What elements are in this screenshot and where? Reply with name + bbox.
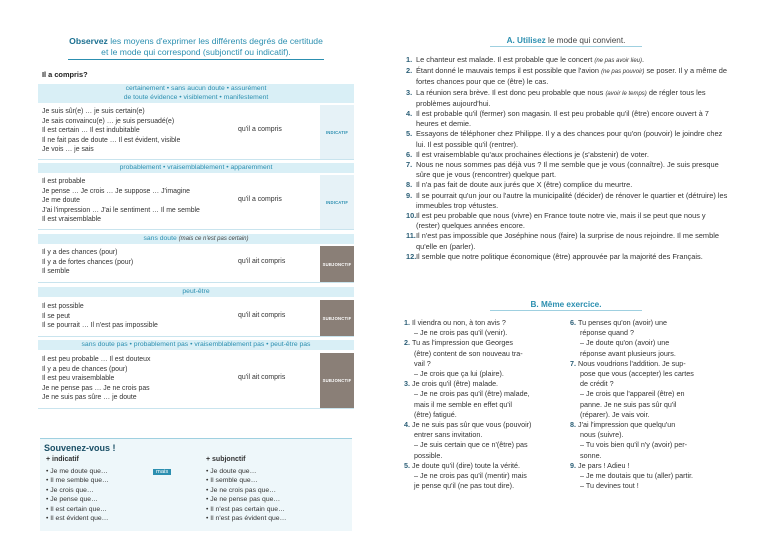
block-2 <box>38 175 354 230</box>
item-text-main: La réunion sera brève. Il est donc peu probable que nous <box>416 87 604 97</box>
item-text: – Je ne crois pas qu'il (mentir) mais <box>414 471 527 481</box>
block-3-header-text: sans doute <box>143 235 177 242</box>
subjonctif-heading: + subjonctif <box>206 456 246 463</box>
mode-tag-subjonctif: SUBJONCTIF <box>320 353 354 408</box>
list-item <box>570 481 732 491</box>
section-b-rule <box>490 310 642 311</box>
list-item <box>570 318 732 328</box>
list-item: • Je pense que… <box>46 496 98 504</box>
list-item <box>570 451 732 461</box>
item-text: – Tu devines tout ! <box>580 481 639 491</box>
title-line-2: et le mode qui correspond (subjonctif ou indicatif). <box>101 47 291 57</box>
list-item: Je pense … Je crois … Je suppose … J'imagine <box>42 187 191 195</box>
block-5-header: sans doute pas • probablement pas • vraisemblablement pas • peut-être pas <box>38 340 354 350</box>
list-item <box>406 66 730 87</box>
mode-tag-indicatif: INDICATIF <box>320 105 354 159</box>
list-item <box>570 430 732 440</box>
list-item <box>404 410 566 420</box>
item-text-italic: (ne pas pouvoir) <box>601 69 645 76</box>
item-text: je pense qu'il (ne pas tout dire). <box>414 481 515 491</box>
item-number: 1. <box>404 318 412 327</box>
item-number: 6. <box>570 318 578 327</box>
list-item <box>404 461 566 471</box>
list-item <box>404 318 566 328</box>
list-item <box>570 328 732 338</box>
block-3-result: qu'il ait compris <box>238 258 286 265</box>
list-item <box>570 440 732 450</box>
souvenez-title: Souvenez-vous ! <box>44 443 116 453</box>
list-item: • Je ne crois pas que… <box>206 486 277 494</box>
list-item: Je sais convaincu(e) … je suis persuadé(e) <box>42 117 175 125</box>
observez-title <box>38 36 354 60</box>
section-b-bold: B. Même exercice. <box>530 300 602 309</box>
block-2-lines <box>42 177 232 225</box>
block-1-result: qu'il a compris <box>238 126 282 133</box>
indicatif-list <box>46 467 109 523</box>
section-a-rest: le mode qui convient. <box>548 36 626 45</box>
item-text: Il est vraisemblable qu'aux prochaines élections je (s'abstenir) de voter. <box>416 149 649 159</box>
list-item: Il y a peu de chances (pour) <box>42 365 128 373</box>
list-item <box>406 88 730 109</box>
list-item <box>570 359 732 369</box>
list-item <box>570 338 732 348</box>
item-number: 9. <box>570 460 578 470</box>
list-item: Je ne pense pas … Je ne crois pas <box>42 384 150 392</box>
item-text: de crédit ? <box>580 379 614 389</box>
list-item <box>570 379 732 389</box>
item-text-end: . <box>642 55 645 64</box>
mode-tag-indicatif: INDICATIF <box>320 175 354 229</box>
item-text-italic: (avoir le temps) <box>605 90 647 97</box>
block-5-lines <box>42 355 232 403</box>
item-number: 5. <box>404 460 412 470</box>
item-number: 9. <box>406 190 413 200</box>
list-item <box>404 400 566 410</box>
section-a-title <box>400 36 732 47</box>
item-text: Il se pourrait qu'un jour ou l'autre la municipalité (décider) de rénover le quartier et (détruire) les immeubles trop vétustes. <box>416 190 728 210</box>
mais-badge: mais <box>153 469 171 475</box>
block-3-header-note: (mais ce n'est pas certain) <box>178 236 249 242</box>
exercise-a-list <box>406 55 730 262</box>
list-item: Il se peut <box>42 312 70 320</box>
item-text: – Je me doutais que tu (aller) partir. <box>580 471 694 481</box>
block-4-header: peut-être <box>38 287 354 297</box>
list-item: Il y a des chances (pour) <box>42 249 118 256</box>
item-text: (réparer). Je vais voir. <box>580 409 650 419</box>
subjonctif-list <box>206 467 286 523</box>
list-item: • Je doute que… <box>206 468 257 475</box>
item-text: Tu penses qu'on (avoir) une <box>578 318 668 327</box>
item-text: réponse avant plusieurs jours. <box>580 348 676 358</box>
item-text <box>416 66 730 87</box>
item-text: Il n'a pas fait de doute aux jurés que X (être) complice du meurtre. <box>416 180 633 190</box>
item-text: Il viendra ou non, à ton avis ? <box>412 318 506 327</box>
right-page <box>400 28 732 528</box>
left-page <box>38 28 354 528</box>
item-text: Il est probable qu'il (fermer) son magasin. Il est peu probable qu'il (être) encore ouvert à 7 heures et demie. <box>416 109 709 129</box>
item-text: Je crois qu'il (être) malade. <box>412 379 499 389</box>
list-item: Il est possible <box>42 303 84 310</box>
item-number: 2. <box>404 338 412 348</box>
list-item <box>406 129 730 149</box>
item-number: 1. <box>406 55 413 64</box>
list-item <box>404 430 566 440</box>
list-item <box>406 109 730 129</box>
list-item: Il est peu vraisemblable <box>42 375 115 383</box>
item-number: 4. <box>404 420 412 430</box>
item-text: Il semble que notre politique économique (être) approuvée par la majorité des Français. <box>416 251 703 261</box>
list-item: J'ai l'impression … J'ai le sentiment … Il me semble <box>42 206 200 214</box>
list-item: Il est probable <box>42 178 86 185</box>
list-item: • Je me doute que… <box>46 468 108 475</box>
item-text <box>416 88 730 109</box>
list-item <box>570 400 732 410</box>
list-item <box>404 471 566 481</box>
item-number: 7. <box>406 160 413 170</box>
item-text: Il n'est pas impossible que Joséphine nous (faire) la surprise de nous rejoindre. Il me semble qu'elle en (parler). <box>416 231 719 251</box>
list-item <box>404 451 566 461</box>
list-item <box>570 471 732 481</box>
item-text: Essayons de téléphoner chez Philippe. Il y a des chances pour qu'on (pouvoir) le joindre chez lui. Il est possible qu'il (rentrer). <box>416 129 723 149</box>
item-text: pose que vous (accepter) les cartes <box>580 369 694 379</box>
list-item: Il ne fait pas de doute … Il est évident, visible <box>42 136 181 144</box>
item-number: 8. <box>570 420 578 430</box>
block-2-result: qu'il a compris <box>238 196 282 203</box>
item-text: sonne. <box>580 450 602 460</box>
list-item: • Il n'est pas évident que… <box>206 515 287 523</box>
item-text: réponse quand ? <box>580 328 634 338</box>
item-number: 2. <box>406 66 413 76</box>
item-number: 7. <box>570 358 578 368</box>
block-2-header: probablement • vraisemblablement • apparemment <box>38 163 354 173</box>
item-text-main: Étant donné le mauvais temps il est possible que l'avion <box>416 66 599 76</box>
item-number: 12. <box>406 251 417 261</box>
block-4-result: qu'il ait compris <box>238 312 286 319</box>
block-4 <box>38 300 354 337</box>
item-number: 10. <box>406 211 417 221</box>
item-text: Nous voudrions l'addition. Je sup- <box>578 358 686 368</box>
item-text: vail ? <box>414 358 431 368</box>
title-rule <box>68 59 324 60</box>
list-item: • Il me semble que… <box>46 477 109 485</box>
block-1-header-line-1: certainement • sans aucun doute • assurément <box>125 85 267 92</box>
item-text: mais il me semble en effet qu'il <box>414 399 512 409</box>
question-label: Il a compris? <box>42 70 88 79</box>
list-item <box>404 349 566 359</box>
section-a-bold: A. Utilisez <box>506 36 546 45</box>
item-text: Tu as l'impression que Georges <box>412 338 513 348</box>
list-item: • Il est certain que… <box>46 505 107 513</box>
list-item: Il se pourrait … Il n'est pas impossible <box>42 322 158 330</box>
item-text: – Tu vois bien qu'il n'y (avoir) per- <box>580 440 688 450</box>
list-item <box>404 379 566 389</box>
block-3 <box>38 246 354 283</box>
list-item <box>404 328 566 338</box>
observez-bold: Observez <box>69 36 108 46</box>
item-number: 3. <box>404 379 412 389</box>
exercise-b-left-column <box>404 318 566 491</box>
item-text: – Je crois que ça lui (plaire). <box>414 369 504 379</box>
item-text: – Je suis certain que ce n'(être) pas <box>414 440 528 450</box>
list-item: Je vois … je sais <box>42 146 94 154</box>
list-item <box>406 55 730 66</box>
list-item <box>404 440 566 450</box>
section-a-rule <box>490 46 642 47</box>
list-item <box>570 369 732 379</box>
list-item <box>404 389 566 399</box>
item-text: entrer sans invitation. <box>414 430 483 440</box>
item-text: Je pars ! Adieu ! <box>578 460 630 470</box>
item-text: nous (suivre). <box>580 430 624 440</box>
item-text: – Je ne crois pas qu'il (être) malade, <box>414 389 530 399</box>
item-text: – Je crois que l'appareil (être) en <box>580 389 685 399</box>
list-item: • Il est évident que… <box>46 515 109 523</box>
item-text: – Je doute qu'on (avoir) une <box>580 338 670 348</box>
list-item <box>404 481 566 491</box>
list-item: Il est vraisemblable <box>42 216 101 224</box>
item-text: – Je ne crois pas qu'il (venir). <box>414 328 508 338</box>
list-item <box>406 150 730 160</box>
section-b-title <box>400 300 732 311</box>
list-item <box>404 338 566 348</box>
block-3-lines <box>42 248 232 277</box>
block-1-header <box>38 84 354 103</box>
list-item: Il est peu probable … Il est douteux <box>42 356 151 363</box>
item-number: 4. <box>406 109 413 119</box>
mode-tag-subjonctif: SUBJONCTIF <box>320 246 354 282</box>
title-line-1: les moyens d'exprimer les différents degrés de certitude <box>110 36 323 46</box>
exercise-b-right-column <box>570 318 732 491</box>
list-item: Il y a de fortes chances (pour) <box>42 258 134 266</box>
list-item: Je me doute <box>42 197 80 205</box>
list-item <box>406 180 730 190</box>
list-item: Il semble <box>42 268 70 276</box>
item-text: Il est peu probable que nous (vivre) en France toute notre vie, mais il se peut que nous y (rester) quelques années encore. <box>416 211 706 231</box>
block-5 <box>38 353 354 409</box>
list-item: Je ne suis pas sûre … je doute <box>42 394 137 402</box>
list-item <box>404 359 566 369</box>
list-item <box>570 420 732 430</box>
item-number: 6. <box>406 149 413 159</box>
item-text: J'ai l'impression que quelqu'un <box>578 420 676 430</box>
block-4-lines <box>42 302 232 331</box>
item-text: possible. <box>414 450 443 460</box>
list-item <box>406 191 730 211</box>
list-item <box>570 389 732 399</box>
mode-tag-subjonctif: SUBJONCTIF <box>320 300 354 336</box>
item-text: Je doute qu'il (dire) toute la vérité. <box>412 460 521 470</box>
list-item: Il est certain … Il est indubitable <box>42 127 140 135</box>
list-item: • Je crois que… <box>46 486 94 494</box>
list-item <box>406 231 730 251</box>
item-text: (être) fatigué. <box>414 409 457 419</box>
list-item <box>570 410 732 420</box>
item-text-end: se poser. Il y a même de fortes chances pour que ce (être) le cas. <box>416 66 727 87</box>
list-item <box>570 461 732 471</box>
block-3-header <box>38 234 354 244</box>
item-text: (être) content de son nouveau tra- <box>414 348 523 358</box>
list-item: Je suis sûr(e) … je suis certain(e) <box>42 108 145 115</box>
list-item: • Je ne pense pas que… <box>206 496 281 504</box>
item-number: 3. <box>406 87 413 97</box>
item-text-main: Le chanteur est malade. Il est probable que le concert <box>416 55 593 64</box>
indicatif-heading: + indicatif <box>46 456 79 463</box>
item-text: panne. Je ne suis pas sûr qu'il <box>580 399 677 409</box>
item-number: 11. <box>406 231 416 241</box>
list-item: • Il semble que… <box>206 477 258 485</box>
item-text-end: de régler tous les problèmes aujourd'hui. <box>416 87 706 108</box>
item-text-italic: (ne pas avoir lieu) <box>594 58 643 64</box>
list-item: • Il n'est pas certain que… <box>206 505 285 513</box>
block-5-result: qu'il ait compris <box>238 374 286 381</box>
block-1-lines <box>42 107 232 155</box>
list-item <box>404 369 566 379</box>
item-text: Je ne suis pas sûr que vous (pouvoir) <box>412 420 532 430</box>
block-1 <box>38 105 354 160</box>
list-item <box>406 252 730 262</box>
list-item <box>406 160 730 180</box>
item-number: 8. <box>406 180 413 190</box>
souvenez-vous-box <box>40 438 352 531</box>
list-item <box>404 420 566 430</box>
item-text <box>416 55 730 66</box>
item-number: 5. <box>406 129 413 139</box>
list-item <box>570 349 732 359</box>
item-text: Nous ne nous sommes pas déjà vus ? Il me semble que je vous (connaître). Je suis presque sûre que je vous (rencontrer) quelque part. <box>416 160 719 180</box>
list-item <box>406 211 730 231</box>
block-1-header-line-2: de toute évidence • visiblement • manifestement <box>123 94 269 101</box>
